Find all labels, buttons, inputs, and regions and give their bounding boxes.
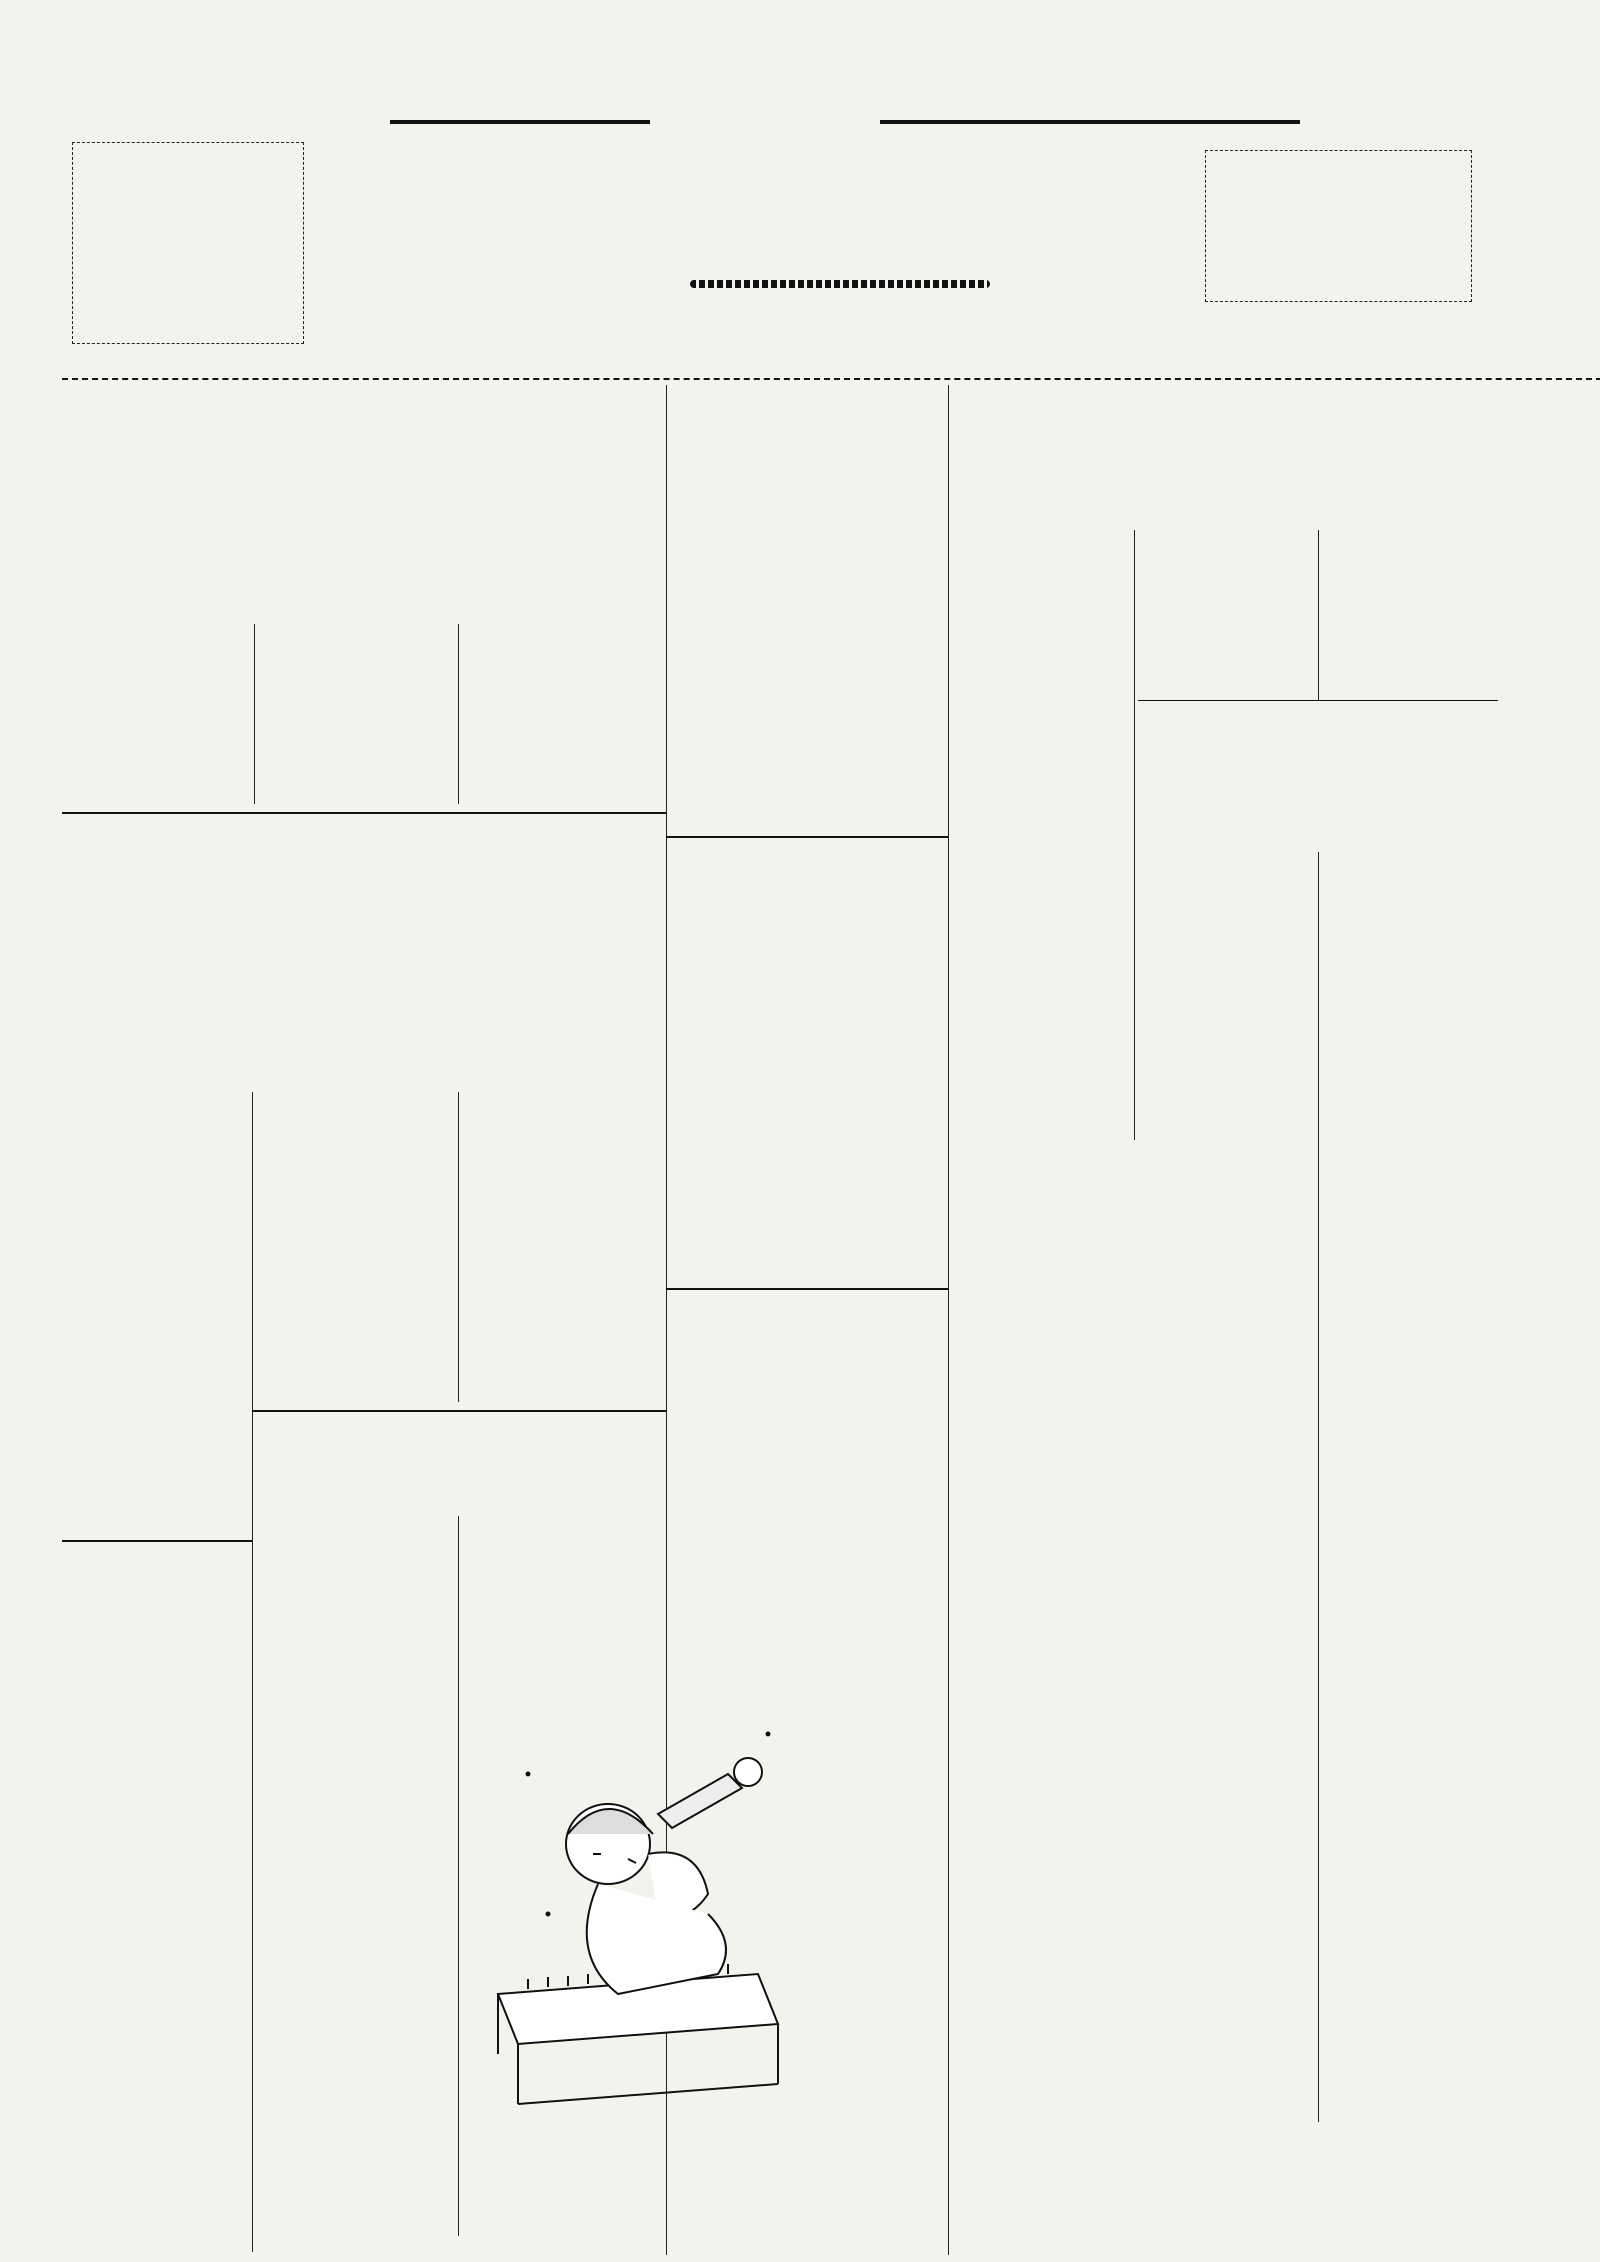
divider (458, 624, 459, 804)
pakistan-film-box (1205, 150, 1472, 302)
cyprus-col-1 (64, 624, 250, 806)
divider (62, 1540, 252, 1542)
nato-col-3 (1322, 530, 1498, 700)
divider (254, 624, 255, 804)
masthead-ornament (690, 280, 990, 288)
fakir-figure (566, 1758, 762, 1994)
official-body-2 (676, 765, 938, 831)
divider (252, 1410, 666, 1412)
divider (666, 1288, 948, 1290)
pacific-col-2 (256, 1092, 454, 1402)
divider (1134, 530, 1135, 1140)
nato-col-1 (954, 530, 1132, 765)
divider (1318, 852, 1319, 2122)
cyprus-headline (62, 420, 662, 580)
pacific-col-1 (64, 1092, 248, 1532)
subscriptions-box (72, 142, 304, 344)
divider (458, 1092, 459, 1402)
pupils-col-1 (1138, 852, 1314, 2052)
divider (252, 1092, 253, 2252)
leukemia-body (64, 1630, 248, 2250)
cyprus-col-3 (462, 624, 658, 806)
pakistan-film-text (1206, 159, 1471, 259)
father-body (668, 1556, 944, 1706)
banner-bar-right (880, 120, 1300, 124)
divider (1138, 700, 1498, 701)
humor-cartoon-box (458, 1690, 814, 2255)
cyprus-col-2 (258, 624, 454, 806)
police-col-2 (462, 1516, 660, 1676)
divider (666, 836, 948, 838)
banner-bar-left (390, 120, 650, 124)
date-block (1040, 232, 1190, 238)
subscriptions-groups (73, 149, 303, 153)
divider (948, 385, 949, 2255)
fakir-cartoon (458, 1694, 814, 2164)
pacific-col-3 (462, 1092, 660, 1402)
divider (1318, 530, 1319, 700)
divider (62, 812, 666, 814)
official-body-1 (676, 602, 938, 688)
police-col-1 (256, 1516, 450, 2236)
top-banner-row (300, 112, 1450, 132)
nato-col-2 (1138, 530, 1314, 700)
mosquitoes (526, 1732, 770, 1916)
pupils-col-2 (1322, 852, 1498, 2152)
masthead-rule (62, 378, 1600, 380)
nato-headline (955, 420, 1495, 530)
pacific-headline (62, 852, 666, 972)
